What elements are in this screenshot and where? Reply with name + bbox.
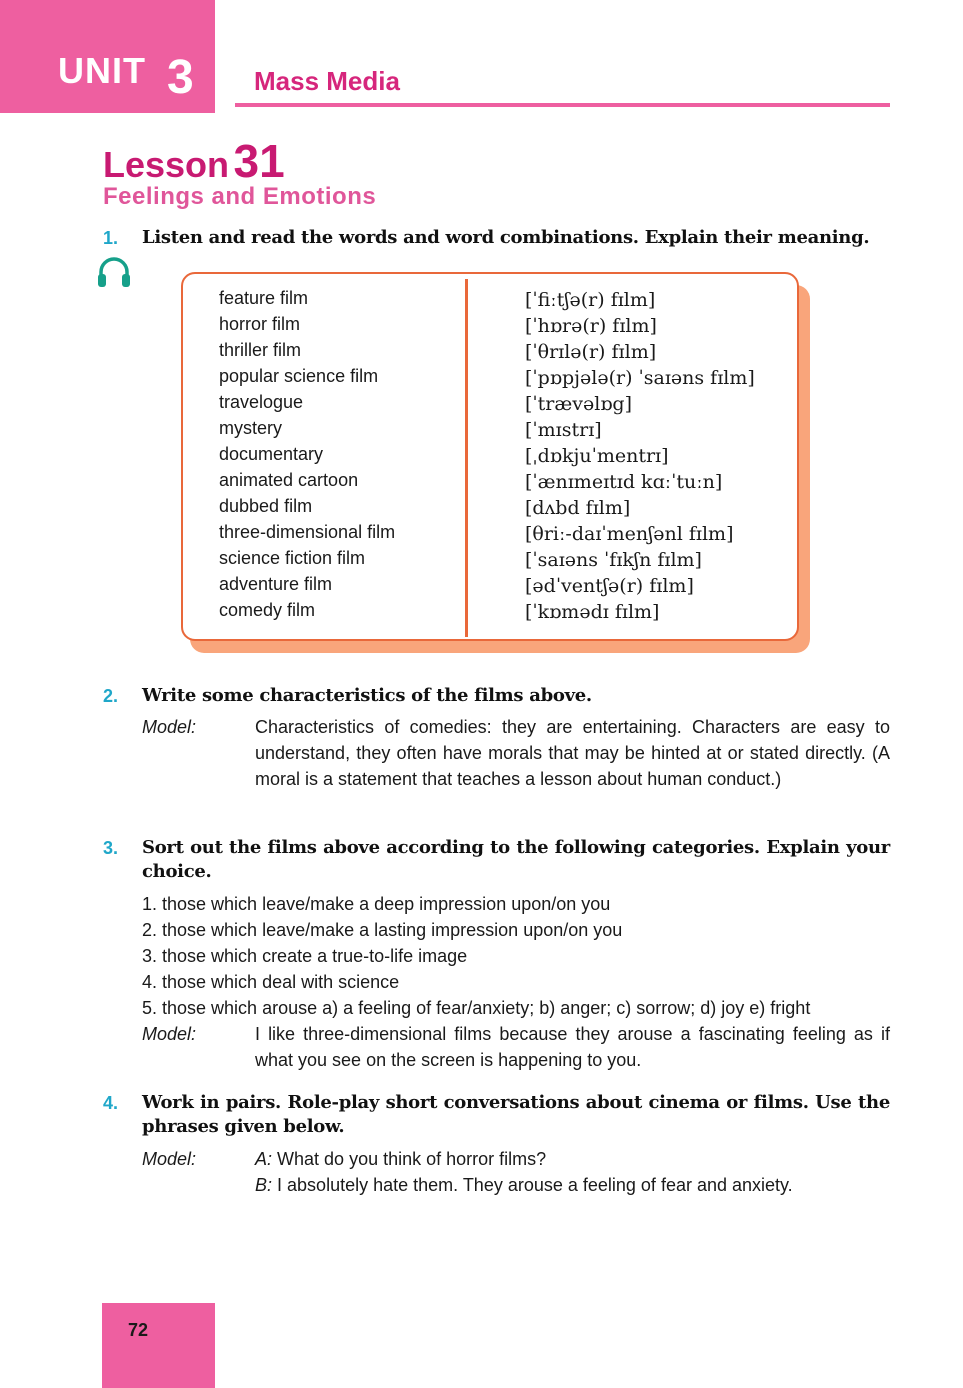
vocab-term: comedy film xyxy=(219,600,316,620)
vocab-transcription: [ˈænɪmeɪtɪd kɑːˈtuːn] xyxy=(525,471,723,493)
vocab-term: thriller film xyxy=(219,340,302,360)
vocab-transcription: [ˌdɒkjuˈmentrɪ] xyxy=(525,445,669,467)
vocab-term: dubbed film xyxy=(219,496,313,516)
speaker-a-text: What do you think of horror films? xyxy=(277,1149,547,1169)
exercise-4-instruction: Work in pairs. Role-play short conversations about cinema or films. Use the phrases given below. xyxy=(142,1092,890,1137)
vocab-term: adventure film xyxy=(219,574,333,594)
speaker-a-label: A: xyxy=(255,1149,273,1169)
lesson-subtitle: Feelings and Emotions xyxy=(103,183,377,210)
vocab-term: documentary xyxy=(219,444,324,464)
exercise-1-number: 1. xyxy=(103,228,119,248)
list-item: 3. those which create a true-to-life image xyxy=(142,946,468,966)
exercise-2-number: 2. xyxy=(103,686,119,706)
vocab-term: three-dimensional film xyxy=(219,522,396,542)
vocab-term: travelogue xyxy=(219,392,304,412)
vocab-term: mystery xyxy=(219,418,282,438)
unit-title: Mass Media xyxy=(254,66,400,96)
exercise-3-model-label: Model: xyxy=(142,1024,197,1044)
header-divider xyxy=(235,103,890,107)
exercise-3-number: 3. xyxy=(103,838,119,858)
vocab-transcription: [ˈmɪstrɪ] xyxy=(525,419,602,441)
exercise-4-number: 4. xyxy=(103,1093,119,1113)
list-item: 1. those which leave/make a deep impression upon/on you xyxy=(142,894,611,914)
vocab-transcription: [ˈtrævəlɒg] xyxy=(525,393,633,415)
speaker-b-label: B: xyxy=(255,1175,273,1195)
lesson-title xyxy=(103,134,285,188)
page-number-tab xyxy=(102,1303,215,1388)
vocab-transcription: [ˈpɒpjələ(r) ˈsaɪəns fɪlm] xyxy=(525,367,755,389)
vocab-term: feature film xyxy=(219,288,309,308)
vocab-transcription: [dʌbd fɪlm] xyxy=(525,497,631,519)
vocab-term: science fiction film xyxy=(219,548,366,568)
vocab-transcription: [θriː-daɪˈmenʃənl fɪlm] xyxy=(525,523,734,545)
vocab-transcription: [ˈhɒrə(r) fɪlm] xyxy=(525,315,657,337)
exercise-1-instruction: Listen and read the words and word combinations. Explain their meaning. xyxy=(142,227,870,248)
list-item: 5. those which arouse a) a feeling of fear/anxiety; b) anger; c) sorrow; d) joy e) fright xyxy=(142,998,811,1018)
exercise-2-model-label: Model: xyxy=(142,717,197,737)
unit-label: UNIT xyxy=(58,50,146,91)
exercise-3-instruction: Sort out the films above according to the following categories. Explain your choice. xyxy=(142,837,890,882)
exercise-2-instruction: Write some characteristics of the films above. xyxy=(142,685,592,706)
vocab-transcription: [ˈsaɪəns ˈfɪkʃn fɪlm] xyxy=(525,549,702,571)
vocab-term: horror film xyxy=(219,314,301,334)
dialogue-line-a xyxy=(255,1149,546,1170)
exercise-2-model-text: Characteristics of comedies: they are entertaining. Characters are easy to understand, they often have morals that may be hinted at or stated directly. (A moral is a statement that teaches a lesson about human conduct.) xyxy=(255,717,890,789)
list-item: 4. those which deal with science xyxy=(142,972,400,992)
vocab-transcription: [ˈθrɪlə(r) fɪlm] xyxy=(525,341,657,363)
vocab-transcription: [ˈfiːtʃə(r) fɪlm] xyxy=(525,289,656,311)
vocabulary-transcriptions xyxy=(525,287,755,625)
unit-number: 3 xyxy=(167,51,194,104)
vocabulary-terms xyxy=(219,285,395,623)
exercise-3-model-text: I like three-dimensional films because they arouse a fascinating feeling as if what you see on the screen is happening to you. xyxy=(255,1024,890,1070)
speaker-b-text: I absolutely hate them. They arouse a feeling of fear and anxiety. xyxy=(277,1175,793,1195)
vocab-transcription: [ˈkɒmədɪ fɪlm] xyxy=(525,601,660,623)
vocab-term: animated cartoon xyxy=(219,470,359,490)
exercise-4-model-label: Model: xyxy=(142,1149,197,1169)
lesson-word: Lesson xyxy=(103,144,230,185)
vocab-term: popular science film xyxy=(219,366,379,386)
list-item: 2. those which leave/make a lasting impression upon/on you xyxy=(142,920,623,940)
vocab-transcription: [ədˈventʃə(r) fɪlm] xyxy=(525,575,694,597)
vocabulary-divider xyxy=(465,279,468,637)
dialogue-line-b xyxy=(255,1175,793,1196)
page-number: 72 xyxy=(128,1320,149,1340)
lesson-number: 31 xyxy=(233,135,285,187)
headphones-icon[interactable] xyxy=(97,257,131,289)
exercise-3-category-list xyxy=(142,891,810,1021)
